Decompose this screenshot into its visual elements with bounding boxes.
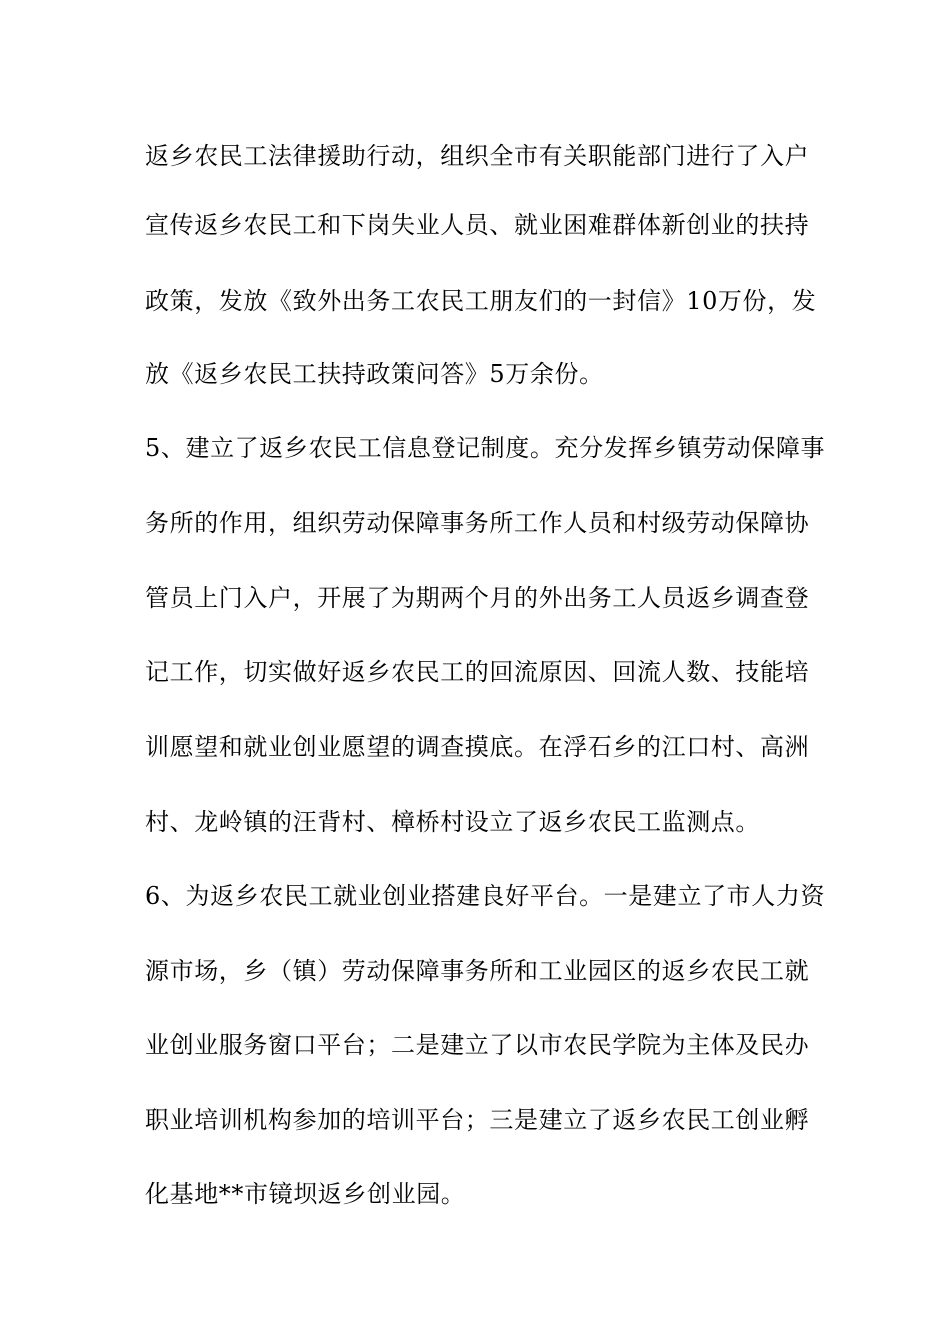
text-line-13: 业创业服务窗口平台；二是建立了以市农民学院为主体及民办 [145, 1031, 810, 1059]
text-line-3: 政策，发放《致外出务工农民工朋友们的一封信》10万份，发 [145, 287, 817, 315]
text-line-2: 宣传返乡农民工和下岗失业人员、就业困难群体新创业的扶持 [145, 211, 810, 239]
text-line-12: 源市场，乡（镇）劳动保障事务所和工业园区的返乡农民工就 [145, 957, 810, 985]
text-line-1: 返乡农民工法律援助行动，组织全市有关职能部门进行了入户 [145, 142, 810, 170]
text-line-7: 管员上门入户，开展了为期两个月的外出务工人员返乡调查登 [145, 584, 810, 612]
text-line-9: 训愿望和就业创业愿望的调查摸底。在浮石乡的江口村、高洲 [145, 733, 810, 761]
text-line-11: 6、为返乡农民工就业创业搭建良好平台。一是建立了市人力资 [145, 882, 826, 910]
text-line-10: 村、龙岭镇的汪背村、樟桥村设立了返乡农民工监测点。 [145, 808, 760, 836]
text-line-4: 放《返乡农民工扶持政策问答》5万余份。 [145, 360, 604, 388]
text-line-14: 职业培训机构参加的培训平台；三是建立了返乡农民工创业孵 [145, 1106, 810, 1134]
text-line-8: 记工作，切实做好返乡农民工的回流原因、回流人数、技能培 [145, 658, 810, 686]
text-line-5: 5、建立了返乡农民工信息登记制度。充分发挥乡镇劳动保障事 [145, 434, 826, 462]
text-line-15: 化基地**市镜坝返乡创业园。 [145, 1180, 466, 1208]
text-line-6: 务所的作用，组织劳动保障事务所工作人员和村级劳动保障协 [145, 509, 810, 537]
